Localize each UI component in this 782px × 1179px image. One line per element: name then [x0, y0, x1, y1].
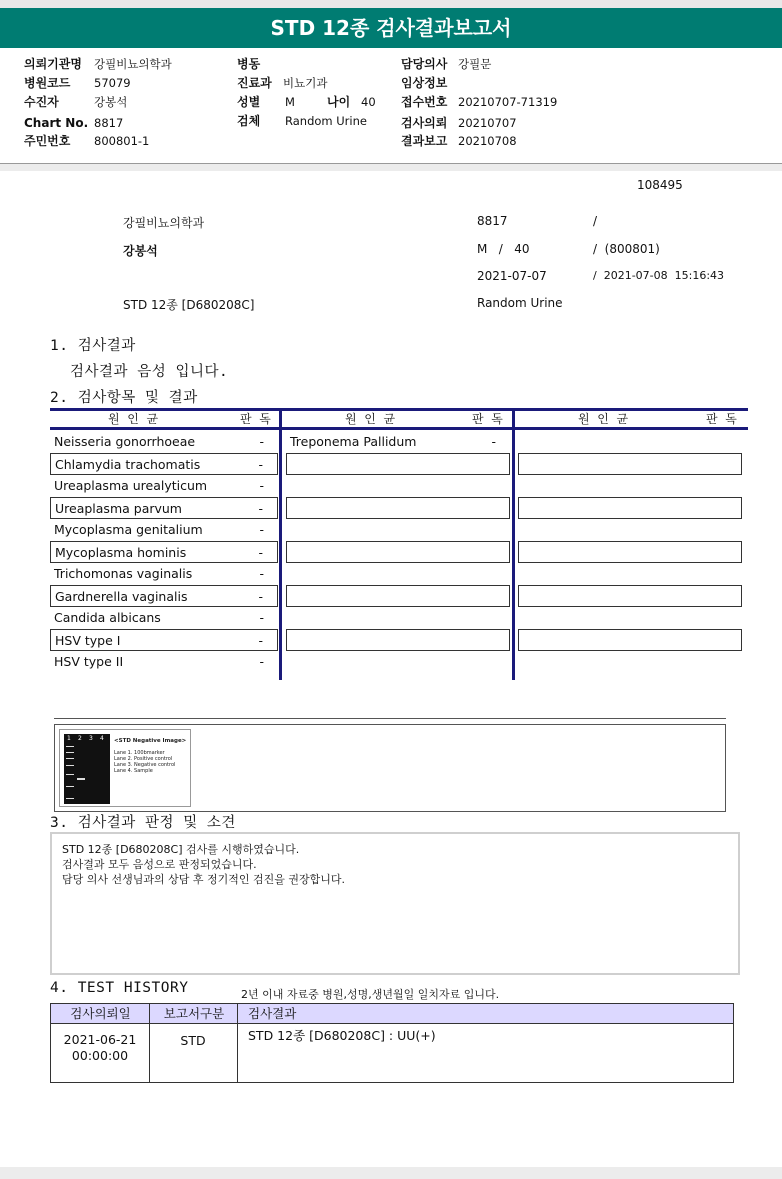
lane-number: 4	[100, 735, 104, 742]
section-3-title: 3. 검사결과 판정 및 소견	[50, 815, 236, 831]
divider	[54, 718, 726, 719]
empty-cell	[518, 629, 742, 651]
section-1-title: 1. 검사결과	[50, 338, 136, 354]
result-row: HSV type II -	[54, 654, 264, 669]
history-date-time: 00:00:00	[71, 1048, 129, 1063]
opinion-line: 검사결과 모두 음성으로 판정되었습니다.	[62, 858, 257, 871]
result-row: Neisseria gonorrhoeae -	[54, 434, 264, 449]
info-patient: 수진자 강봉석	[24, 95, 128, 109]
info-chart-no: Chart No. 8817	[24, 116, 124, 130]
summary-slash: /	[593, 214, 598, 228]
history-date-day: 2021-06-21	[63, 1032, 137, 1047]
patient-info	[0, 50, 782, 166]
empty-cell	[518, 497, 742, 519]
divider	[0, 163, 782, 171]
header-pathogen-2: 원 인 균	[345, 412, 396, 426]
results-table	[50, 408, 748, 680]
history-note: 2년 이내 자료중 병원,성명,생년월일 일치자료 입니다.	[241, 988, 500, 1001]
result-row: Candida albicans -	[54, 610, 264, 625]
info-ward: 병동	[237, 57, 261, 71]
summary-specimen: Random Urine	[477, 296, 563, 310]
result-row: Ureaplasma parvum -	[50, 497, 278, 519]
gel-band	[66, 752, 74, 753]
summary-patient: 강봉석	[123, 244, 158, 258]
info-age: 나이 40	[327, 95, 376, 109]
summary-test: STD 12종 [D680208C]	[123, 298, 255, 312]
gel-band	[66, 758, 74, 759]
result-row: Mycoplasma hominis -	[50, 541, 278, 563]
gel-legend-item: Lane 3. Negative control	[114, 762, 176, 768]
summary-request-date: 2021-07-07	[477, 269, 547, 283]
result-row: Treponema Pallidum -	[290, 434, 496, 449]
header-judge-1: 판 독	[240, 412, 271, 426]
gel-band	[66, 765, 74, 766]
empty-cell	[518, 585, 742, 607]
gel-image-box	[54, 724, 726, 812]
empty-cell	[518, 541, 742, 563]
result-row: Chlamydia trachomatis -	[50, 453, 278, 475]
bottom-strip	[0, 1167, 782, 1179]
empty-cell	[286, 585, 510, 607]
history-header-result: 검사결과	[238, 1004, 733, 1024]
header-judge-3: 판 독	[706, 412, 737, 426]
info-hospital-code: 병원코드 57079	[24, 76, 131, 90]
history-header-date: 검사의뢰일	[51, 1004, 150, 1024]
header-judge-2: 판 독	[472, 412, 503, 426]
table-col-divider	[512, 408, 515, 680]
history-header-type: 보고서구분	[150, 1004, 238, 1024]
result-row: Mycoplasma genitalium -	[54, 522, 264, 537]
section-4-title: 4. TEST HISTORY	[50, 980, 189, 996]
opinion-box	[50, 832, 740, 975]
top-strip	[0, 0, 782, 8]
section-2-title: 2. 검사항목 및 결과	[50, 390, 198, 406]
gel-band	[66, 774, 74, 775]
gel-band	[77, 778, 85, 780]
result-row: HSV type I -	[50, 629, 278, 651]
history-type: STD	[180, 1033, 206, 1048]
result-row: Gardnerella vaginalis -	[50, 585, 278, 607]
lane-number: 1	[67, 735, 71, 742]
gel-band	[66, 786, 74, 787]
lane-number: 2	[78, 735, 82, 742]
report-title: STD 12종 검사결과보고서	[0, 8, 782, 48]
section-1-result: 검사결과 음성 입니다.	[70, 364, 229, 380]
summary-report-datetime: / 2021-07-08 15:16:43	[593, 269, 725, 282]
info-request-date: 검사의뢰 20210707	[401, 116, 517, 130]
history-col-divider	[237, 1004, 238, 1082]
info-sex: 성별 M	[237, 95, 295, 109]
info-doctor: 담당의사 강필문	[401, 57, 492, 71]
result-row: Ureaplasma urealyticum -	[54, 478, 264, 493]
info-clinical: 임상정보	[401, 76, 448, 90]
history-result: STD 12종 [D680208C] : UU(+)	[248, 1028, 436, 1043]
summary-clinic: 강필비뇨의학과	[123, 216, 205, 230]
info-specimen: 검체 Random Urine	[237, 114, 367, 128]
header-pathogen-1: 원 인 균	[108, 412, 159, 426]
opinion-line: 담당 의사 선생님과의 상담 후 정기적인 검진을 권장합니다.	[62, 873, 345, 886]
doc-number: 108495	[637, 178, 683, 192]
empty-cell	[286, 541, 510, 563]
table-col-divider	[279, 408, 282, 680]
empty-cell	[286, 497, 510, 519]
lane-number: 3	[89, 735, 93, 742]
gel-legend-title: <STD Negative Image>	[114, 738, 187, 744]
info-resident-no: 주민번호 800801-1	[24, 134, 150, 148]
info-department: 진료과 비뇨기과	[237, 76, 328, 90]
summary-sex-age: M / 40	[477, 242, 530, 256]
opinion-line: STD 12종 [D680208C] 검사를 시행하였습니다.	[62, 843, 300, 856]
empty-cell	[286, 629, 510, 651]
gel-legend-item: Lane 2. Positive control	[114, 756, 173, 762]
info-receipt-no: 접수번호 20210707-71319	[401, 95, 558, 109]
gel-legend-item: Lane 4. Sample	[114, 768, 153, 774]
empty-cell	[286, 453, 510, 475]
info-clinic: 의뢰기관명 강필비뇨의학과	[24, 57, 172, 71]
summary-birth: / (800801)	[593, 242, 660, 256]
gel-image	[59, 729, 191, 807]
gel-legend-item: Lane 1. 100bmarker	[114, 750, 165, 756]
gel-band	[66, 798, 74, 799]
header-pathogen-3: 원 인 균	[578, 412, 629, 426]
info-report-date: 결과보고 20210708	[401, 134, 517, 148]
empty-cell	[518, 453, 742, 475]
gel-picture	[64, 734, 110, 804]
result-row: Trichomonas vaginalis -	[54, 566, 264, 581]
history-table	[50, 1003, 734, 1083]
summary-chart: 8817	[477, 214, 508, 228]
gel-band	[66, 746, 74, 747]
history-date	[51, 1032, 149, 1064]
